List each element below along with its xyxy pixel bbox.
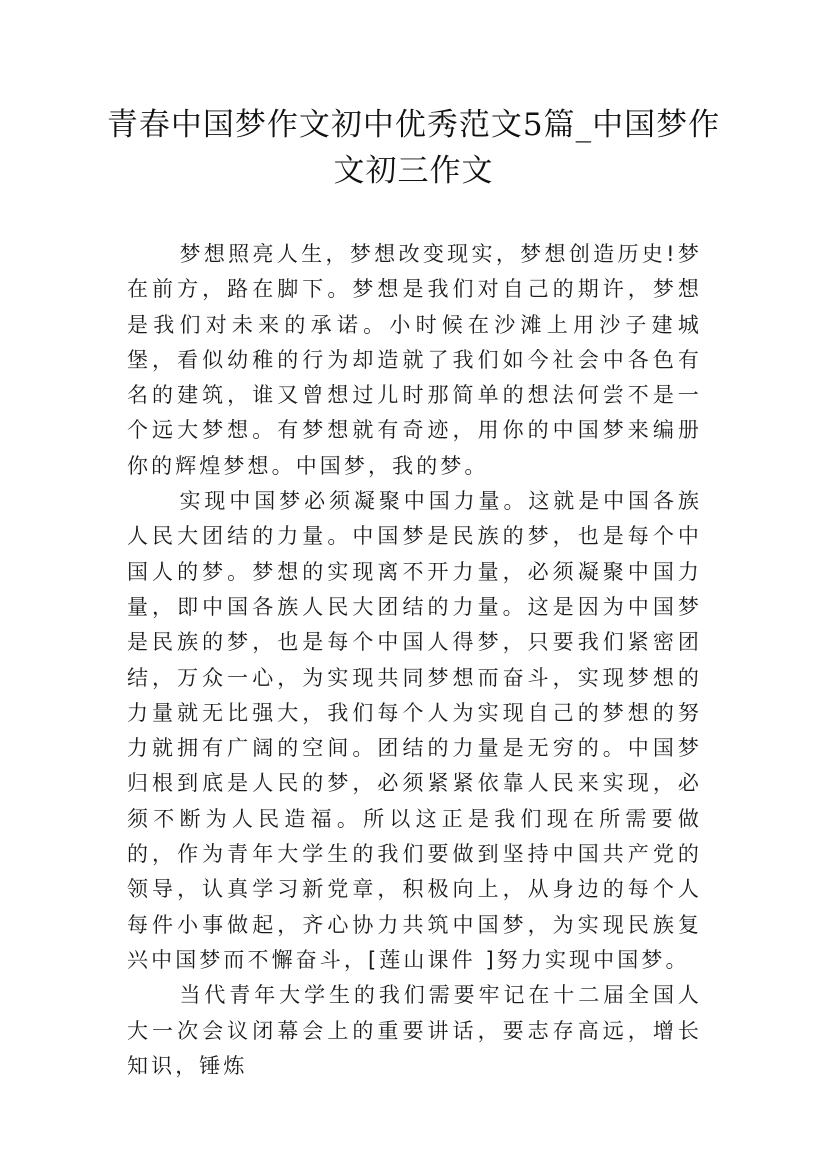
document-title: 青春中国梦作文初中优秀范文5篇_中国梦作文初三作文	[106, 107, 721, 189]
paragraph-1: 梦想照亮人生，梦想改变现实，梦想创造历史!梦在前方，路在脚下。梦想是我们对自己的期许，梦想是我们对未来的承诺。小时候在沙滩上用沙子建城堡，看似幼稚的行为却造就了我们如今社会中各色有名的建筑，谁又曾想过儿时那简单的想法何尝不是一个远大梦想。有梦想就有奇迹，用你的中国梦来编册你的辉煌梦想。中国梦，我的梦。	[127, 242, 702, 478]
paragraph-3: 当代青年大学生的我们需要牢记在十二届全国人大一次会议闭幕会上的重要讲话，要志存高远，增长知识，锤炼	[127, 983, 702, 1078]
paragraph-2: 实现中国梦必须凝聚中国力量。这就是中国各族人民大团结的力量。中国梦是民族的梦，也是每个中国人的梦。梦想的实现离不开力量，必须凝聚中国力量，即中国各族人民大团结的力量。这是因为中国梦是民族的梦，也是每个中国人得梦，只要我们紧密团结，万众一心，为实现共同梦想而奋斗，实现梦想的力量就无比强大，我们每个人为实现自己的梦想的努力就拥有广阔的空间。团结的力量是无穷的。中国梦归根到底是人民的梦，必须紧紧依靠人民来实现，必须不断为人民造福。所以这正是我们现在所需要做的，作为青年大学生的我们要做到坚持中国共产党的领导，认真学习新党章，积极向上，从身边的每个人每件小事做起，齐心协力共筑中国梦，为实现民族复兴中国梦而不懈奋斗，[莲山课件 ]努力实现中国梦。	[127, 489, 702, 972]
document-body	[127, 237, 702, 1084]
